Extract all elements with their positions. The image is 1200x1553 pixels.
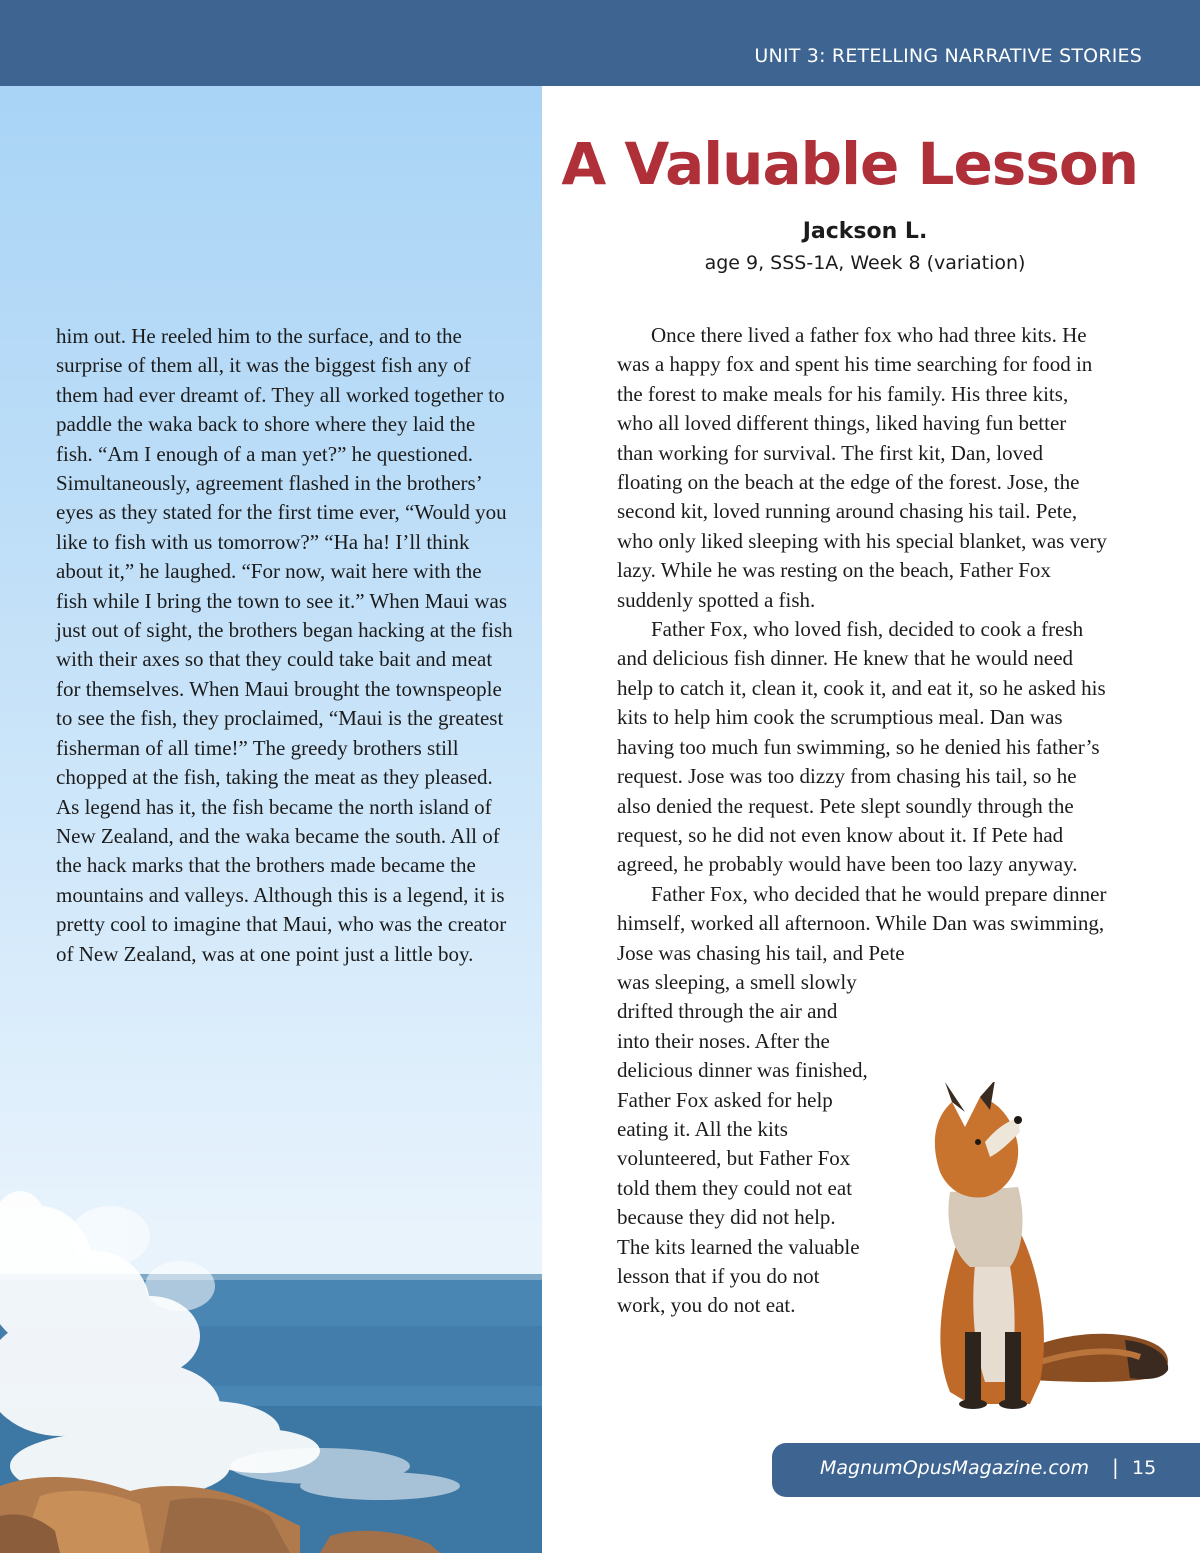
author-name: Jackson L.: [802, 219, 928, 244]
paragraph-3-start: Father Fox, who decided that he would prepare dinner himself, worked all afternoon. While Dan was swimming, Jose was chasing his tail, and Pete: [617, 881, 1107, 965]
header-bar: [0, 0, 1200, 86]
page-number: 15: [1132, 1457, 1157, 1479]
paragraph-1: Once there lived a father fox who had three kits. He was a happy fox and spent his time searching for food in the forest to make meals for his family. His three kits, who all loved different things, liked having fun better than working for survival. The first kit, Dan, loved floating on the beach at the edge of the forest. Jose, the second kit, loved running around chasing his tail. Pete, who only liked sleeping with his special blanket, was very lazy. While he was resting on the beach, Father Fox suddenly spotted a fish.: [617, 323, 1107, 612]
unit-label: UNIT 3: RETELLING NARRATIVE STORIES: [754, 45, 1142, 67]
footer-separator: |: [1112, 1455, 1119, 1479]
left-column-text: [56, 322, 516, 969]
paragraph-2: Father Fox, who loved fish, decided to cook a fresh and delicious fish dinner. He knew that he would need help to catch it, clean it, cook it, and eat it, so he asked his kits to help him cook the scrumptious meal. Dan was having too much fun swimming, so he denied his father’s request. Jose was too dizzy from chasing his tail, so he also denied the request. Pete slept soundly through the request, so he did not even know about it. If Pete had agreed, he probably would have been too lazy anyway.: [617, 617, 1106, 877]
fox-image: [890, 1082, 1180, 1422]
footer-bar: [772, 1443, 1200, 1497]
footer-site-link[interactable]: MagnumOpusMagazine.com: [820, 1457, 1089, 1479]
ocean-photo-panel: [0, 86, 542, 1553]
author-byline: age 9, SSS-1A, Week 8 (variation): [704, 252, 1026, 274]
paragraph-3-wrapped: was sleeping, a smell slowly drifted through the air and into their noses. After the delicious dinner was finished, Father Fox asked for help eating it. All the kits volunteered, but Father Fox told them they could not eat because they did not help. The kits learned the valuable lesson that if you do not work, you do not eat.: [617, 969, 868, 1318]
left-paragraph: him out. He reeled him to the surface, and to the surprise of them all, it was the biggest fish any of them had ever dreamt of. They all worked together to paddle the waka back to shore where they laid the fish. “Am I enough of a man yet?” he questioned. Simultaneously, agreement flashed in the brothers’ eyes as they stated for the first time ever, “Would you like to fish with us tomorrow?” “Ha ha! I’ll think about it,” he laughed. “For now, wait here with the fish while I bring the town to see it.” When Maui was just out of sight, the brothers began hacking at the fish with their axes so that they could take bait and meat for themselves. When Maui brought the townspeople to see the fish, they proclaimed, “Maui is the greatest fisherman of all time!” The greedy brothers still chopped at the fish, taking the meat as they pleased. As legend has it, the fish became the north island of New Zealand, and the waka became the south. All of the hack marks that the brothers made became the mountains and valleys. Although this is a legend, it is pretty cool to imagine that Maui, who was the creator of New Zealand, was at one point just a little boy.: [56, 324, 513, 966]
article-title: A Valuable Lesson: [561, 130, 1138, 198]
